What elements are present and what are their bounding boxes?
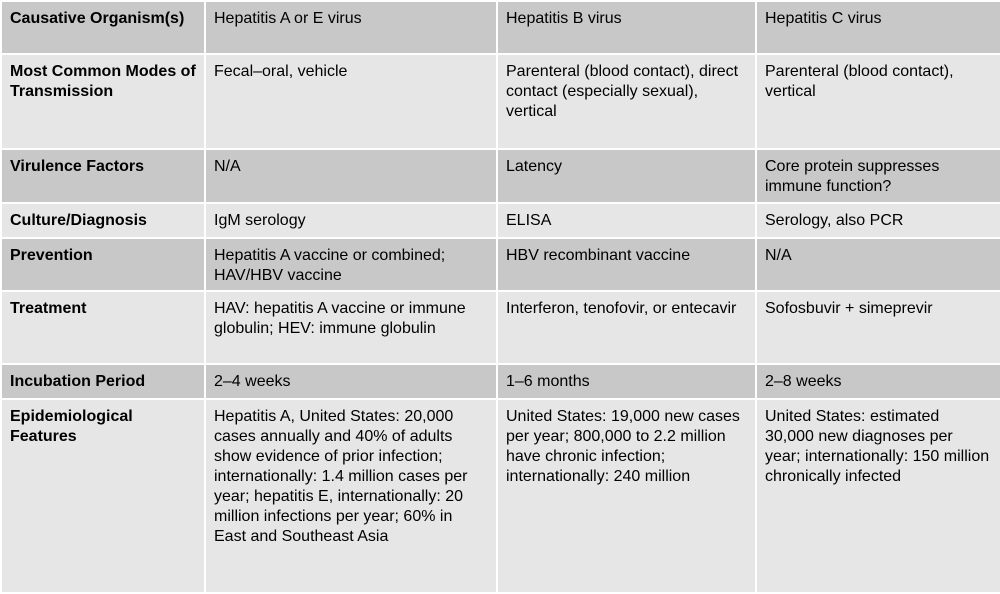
table-row <box>1 399 1000 593</box>
table-row <box>1 1 1000 54</box>
row-header-cell: Epidemiological Features <box>1 399 205 593</box>
table-row <box>1 203 1000 238</box>
table-row <box>1 364 1000 399</box>
table-cell: N/A <box>756 238 1000 291</box>
table-cell: Hepatitis C virus <box>756 1 1000 54</box>
table-cell: United States: estimated 30,000 new diagnoses per year; internationally: 150 million chronically infected <box>756 399 1000 593</box>
table-row <box>1 149 1000 203</box>
table-cell: ELISA <box>497 203 756 238</box>
table-cell: Hepatitis A, United States: 20,000 cases annually and 40% of adults show evidence of prior infection; internationally: 1.4 million cases per year; hepatitis E, internationally: 20 million infections per year; 60% in East and Southeast Asia <box>205 399 497 593</box>
table-cell: Core protein suppresses immune function? <box>756 149 1000 203</box>
table-cell: Serology, also PCR <box>756 203 1000 238</box>
row-header-cell: Most Common Modes of Transmission <box>1 54 205 149</box>
row-header-cell: Causative Organism(s) <box>1 1 205 54</box>
table-cell: IgM serology <box>205 203 497 238</box>
table-cell: Hepatitis A vaccine or combined; HAV/HBV vaccine <box>205 238 497 291</box>
table-cell: Sofosbuvir + simeprevir <box>756 291 1000 364</box>
table-cell: Hepatitis A or E virus <box>205 1 497 54</box>
table-row <box>1 291 1000 364</box>
table-cell: Parenteral (blood contact), direct contact (especially sexual), vertical <box>497 54 756 149</box>
table-cell: Parenteral (blood contact), vertical <box>756 54 1000 149</box>
table-cell: 2–4 weeks <box>205 364 497 399</box>
table-row <box>1 238 1000 291</box>
table-cell: United States: 19,000 new cases per year; 800,000 to 2.2 million have chronic infection; internationally: 240 million <box>497 399 756 593</box>
table-cell: N/A <box>205 149 497 203</box>
row-header-cell: Virulence Factors <box>1 149 205 203</box>
row-header-cell: Prevention <box>1 238 205 291</box>
table-cell: 2–8 weeks <box>756 364 1000 399</box>
table-cell: Fecal–oral, vehicle <box>205 54 497 149</box>
table-cell: Latency <box>497 149 756 203</box>
table-cell: Hepatitis B virus <box>497 1 756 54</box>
table-cell: Interferon, tenofovir, or entecavir <box>497 291 756 364</box>
table-cell: HAV: hepatitis A vaccine or immune globulin; HEV: immune globulin <box>205 291 497 364</box>
row-header-cell: Culture/Diagnosis <box>1 203 205 238</box>
row-header-cell: Incubation Period <box>1 364 205 399</box>
row-header-cell: Treatment <box>1 291 205 364</box>
table-row <box>1 54 1000 149</box>
table-cell: 1–6 months <box>497 364 756 399</box>
table-cell: HBV recombinant vaccine <box>497 238 756 291</box>
